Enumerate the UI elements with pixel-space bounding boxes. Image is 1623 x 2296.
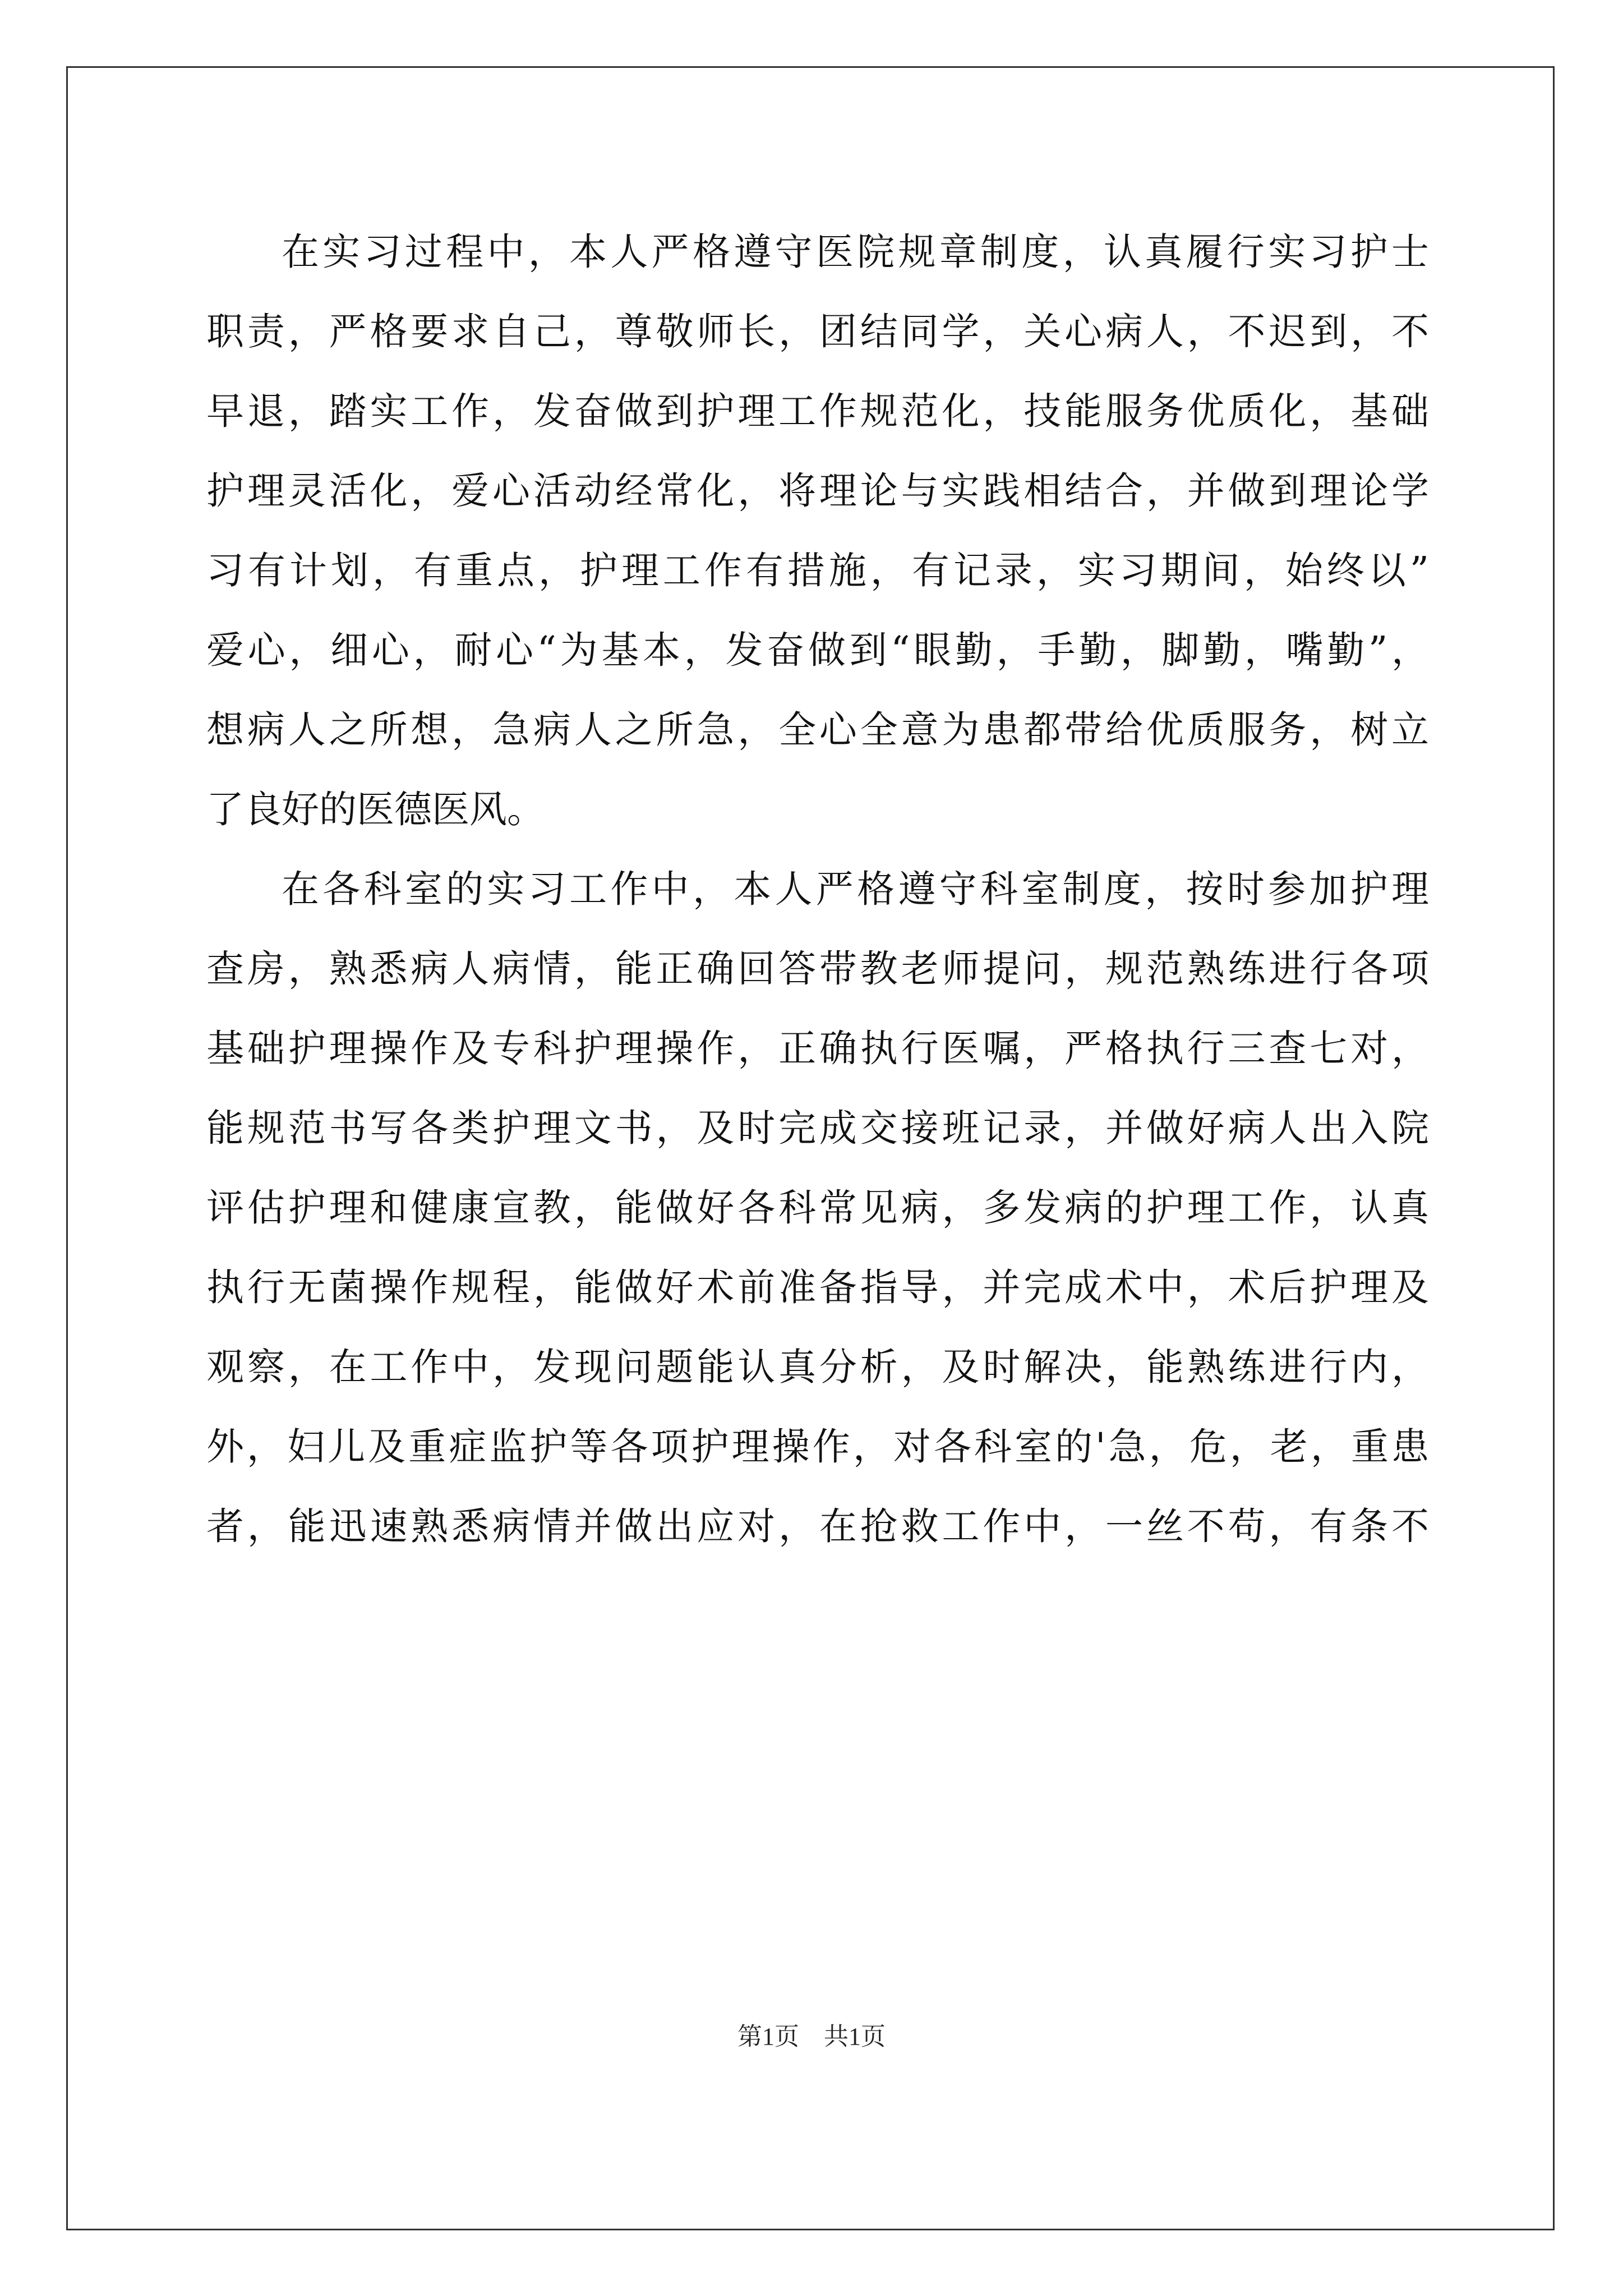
paragraph-2-line-3: 基础护理操作及专科护理操作，正确执行医嘱，严格执行三查七对， [206,1027,1429,1070]
paragraph-2-line-9: 者，能迅速熟悉病情并做出应对，在抢救工作中，一丝不苟，有条不 [206,1504,1429,1548]
paragraph-2-line-5: 评估护理和健康宣教，能做好各科常见病，多发病的护理工作，认真 [206,1186,1429,1230]
paragraph-1-line-3: 早退，踏实工作，发奋做到护理工作规范化，技能服务优质化，基础 [206,389,1429,433]
paragraph-2-line-8: 外，妇儿及重症监护等各项护理操作，对各科室的'急，危，老，重患 [206,1425,1429,1469]
page-number-current: 第1页 [737,2023,799,2050]
document-body [206,212,1429,1566]
paragraph-1-line-4: 护理灵活化，爱心活动经常化，将理论与实践相结合，并做到理论学 [206,469,1429,513]
paragraph-1-line-7: 想病人之所想，急病人之所急，全心全意为患都带给优质服务，树立 [206,708,1429,752]
paragraph-2-line-6: 执行无菌操作规程，能做好术前准备指导，并完成术中，术后护理及 [206,1266,1429,1309]
paragraph-1-line-6: 爱心，细心，耐心“为基本，发奋做到“眼勤，手勤，脚勤，嘴勤”， [206,628,1429,672]
page-number-total: 共1页 [824,2023,886,2050]
paragraph-2-line-7: 观察，在工作中，发现问题能认真分析，及时解决，能熟练进行内， [206,1345,1429,1389]
page-footer [0,2016,1623,2052]
paragraph-1-line-8: 了良好的医德医风。 [206,788,545,831]
paragraph-2-line-2: 查房，熟悉病人病情，能正确回答带教老师提问，规范熟练进行各项 [206,947,1429,991]
paragraph-1-line-2: 职责，严格要求自己，尊敬师长，团结同学，关心病人，不迟到，不 [206,310,1429,353]
paragraph-1-line-1: 在实习过程中，本人严格遵守医院规章制度，认真履行实习护士 [282,230,1429,274]
paragraph-2-line-1: 在各科室的实习工作中，本人严格遵守科室制度，按时参加护理 [282,867,1429,911]
paragraph-2-line-4: 能规范书写各类护理文书，及时完成交接班记录，并做好病人出入院 [206,1106,1429,1150]
paragraph-1-line-5: 习有计划，有重点，护理工作有措施，有记录，实习期间，始终以” [206,549,1429,592]
